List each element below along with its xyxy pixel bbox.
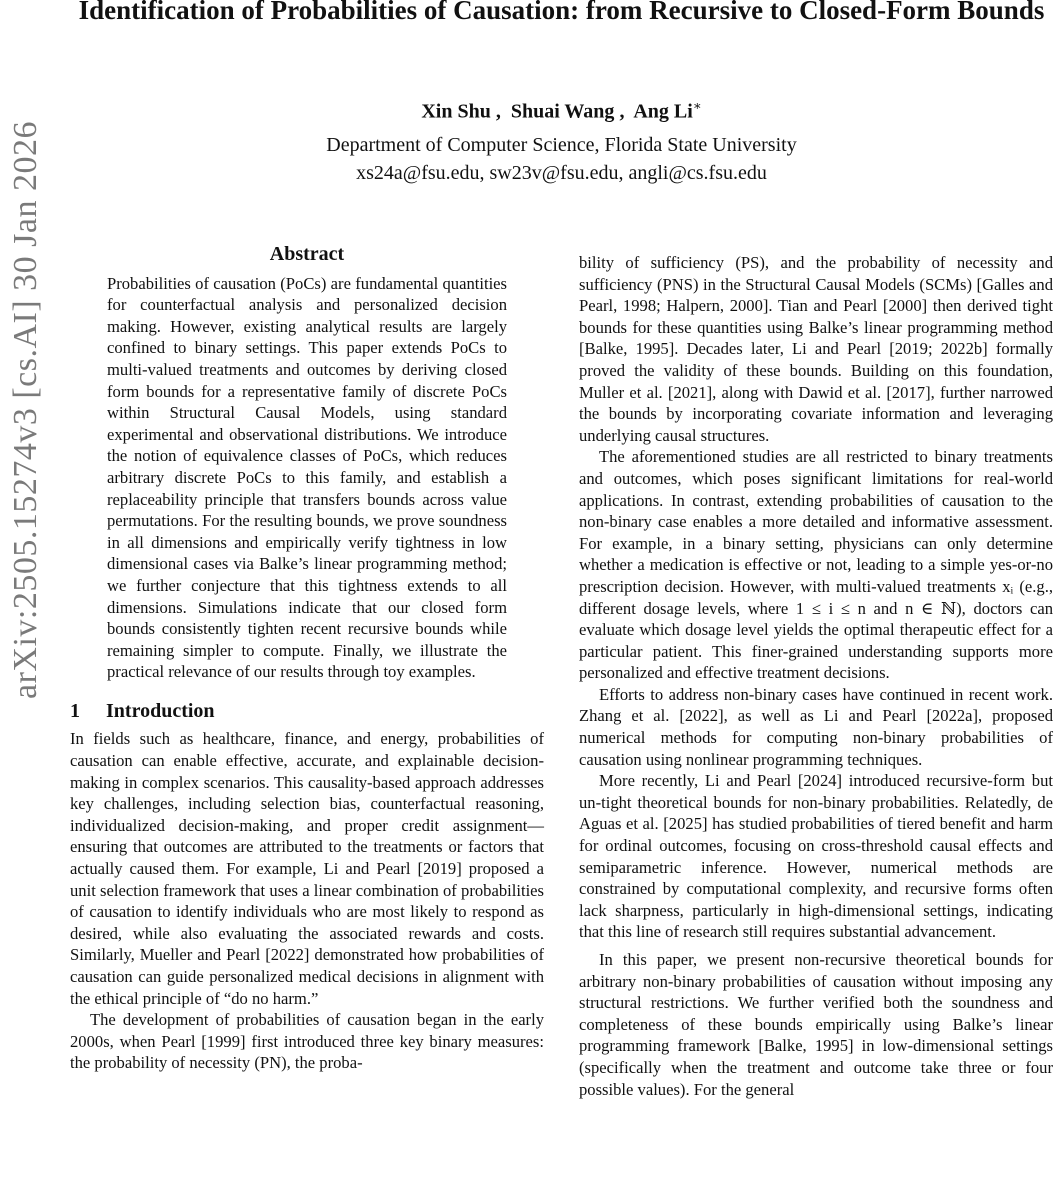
corresponding-author-mark: ∗ (692, 98, 702, 113)
affiliation-block (70, 131, 1053, 187)
author-name: Shuai Wang (510, 100, 615, 123)
intro-paragraph: The development of probabilities of causation began in the early 2000s, when Pearl [1999] first introduced three key binary measures: the probability of necessity (PN), the proba- (70, 1010, 544, 1073)
section-title: Introduction (106, 699, 215, 722)
affiliation: Department of Computer Science, Florida State University (326, 134, 797, 156)
section-number: 1 (70, 699, 80, 722)
arxiv-id: arXiv:2505.15274v3 [cs.AI] 30 Jan 2026 (7, 120, 44, 700)
author-list: Xin Shu , Shuai Wang , Ang Li∗ (421, 98, 702, 123)
body-paragraph: More recently, Li and Pearl [2024] introduced recursive-form but un-tight theoretical bounds for non-binary probabilities. Relatedly, de Aguas et al. [2025] has studied probabilities of tiered benefit and harm for ordinal outcomes, focusing on cross-threshold causal effects and semiparametric inference. However, numerical methods are constrained by computational complexity, and recursive forms often lack sharpness, particularly in high-dimensional settings, indicating that this line of research still requires substantial advancement. (579, 771, 1053, 942)
right-column (579, 252, 1053, 1100)
intro-paragraph: In fields such as healthcare, finance, and energy, probabilities of causation can enable effective, accurate, and explainable decision-making in complex scenarios. This causality-based approach addresses key challenges, including selection bias, counterfactual reasoning, individualized decision-making, and proper credit assignment—ensuring that outcomes are attributed to the treatments or factors that actually caused them. For example, Li and Pearl [2019] proposed a unit selection framework that uses a linear combination of probabilities of causation to identify individuals who are most likely to respond as desired, while also evaluating the associated rewards and costs. Similarly, Mueller and Pearl [2022] demonstrated how probabilities of causation can guide personalized medical decisions in alignment with the ethical principle of “do no harm.” (70, 729, 544, 1008)
arxiv-watermark (0, 120, 52, 700)
author-name: Xin Shu (421, 100, 491, 123)
body-paragraph: bility of sufficiency (PS), and the probability of necessity and sufficiency (PNS) in the Structural Causal Models (SCMs) [Galles and Pearl, 1998; Halpern, 2000]. Tian and Pearl [2000] then derived tight bounds for these quantities using Balke’s linear programming method [Balke, 1995]. Decades later, Li and Pearl [2019; 2022b] formally proved the validity of these bounds. Building on this foundation, Muller et al. [2021], along with Dawid et al. [2017], further narrowed the bounds by incorporating covariate information and leveraging underlying causal structures. (579, 253, 1053, 445)
body-paragraph: Efforts to address non-binary cases have continued in recent work. Zhang et al. [2022], as well as Li and Pearl [2022a], proposed numerical methods for computing non-binary probabilities of causation using nonlinear programming techniques. (579, 684, 1053, 769)
author-name: Ang Li (633, 100, 693, 123)
body-paragraph: In this paper, we present non-recursive theoretical bounds for arbitrary non-binary probabilities of causation without imposing any structural restrictions. We further verified both the soundness and completeness of these bounds empirically using Balke’s linear programming framework [Balke, 1995] in low-dimensional settings (specifically when the treatment and outcome take three or four possible values). For the general (579, 950, 1053, 1099)
section-heading (70, 701, 544, 723)
paper-title: Identification of Probabilities of Causation: from Recursive to Closed-Form Bounds (78, 0, 1045, 25)
abstract-heading: Abstract (269, 243, 345, 265)
left-column (70, 244, 544, 1074)
author-emails: xs24a@fsu.edu, sw23v@fsu.edu, angli@cs.fsu.edu (356, 162, 767, 184)
abstract-text: Probabilities of causation (PoCs) are fundamental quantities for counterfactual analysis and personalized decision making. However, existing analytical results are largely confined to binary settings. This paper extends PoCs to multi-valued treatments and outcomes by deriving closed form bounds for a representative family of discrete PoCs within Structural Causal Models, using standard experimental and observational distributions. We introduce the notion of equivalence classes of PoCs, which reduces arbitrary discrete PoCs to this family, and establish a replaceability principle that transfers bounds across value permutations. For the resulting bounds, we prove soundness in all dimensions and empirically verify tightness in low dimensional cases via Balke’s linear programming method; we further conjecture that this tightness extends to all dimensions. Simulations indicate that our closed form bounds consistently tighten recent recursive bounds while remaining simpler to compute. Finally, we illustrate the practical relevance of our results through toy examples. (107, 273, 507, 682)
body-paragraph: The aforementioned studies are all restricted to binary treatments and outcomes, which poses significant limitations for real-world applications. In contrast, extending probabilities of causation to the non-binary case enables a more detailed and informative assessment. For example, in a binary setting, physicians can only determine whether a medication is effective or not, leading to a simple yes-or-no prescription decision. However, with multi-valued treatments xᵢ (e.g., different dosage levels, where 1 ≤ i ≤ n and n ∈ ℕ), doctors can evaluate which dosage level yields the optimal therapeutic effect for a particular patient. This finer-grained understanding supports more personalized and effective treatment decisions. (579, 447, 1053, 683)
